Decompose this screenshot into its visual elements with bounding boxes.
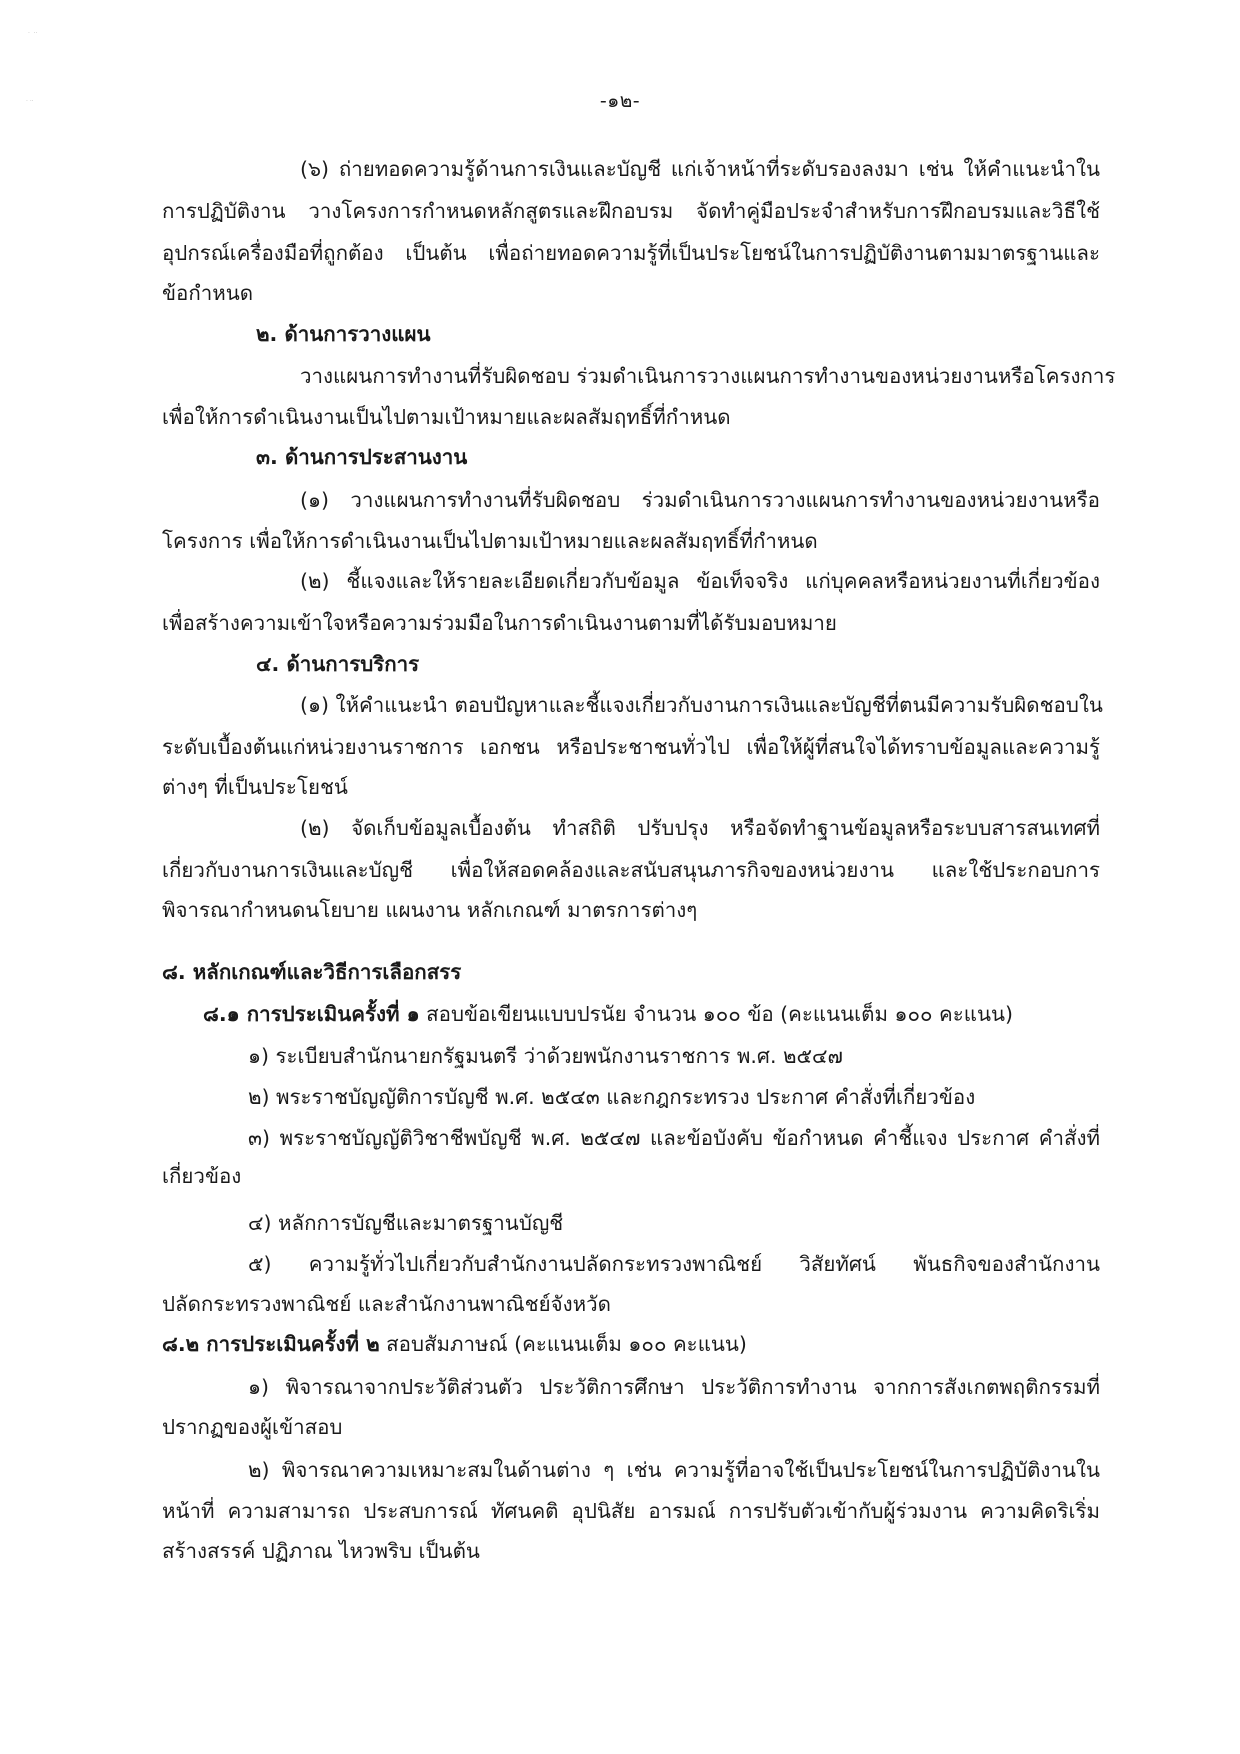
paragraph-line: ต่างๆ ที่เป็นประโยชน์ (162, 775, 348, 799)
list-item: ๑) พิจารณาจากประวัติส่วนตัว ประวัติการศึกษา ประวัติการทำงาน จากการสังเกตพฤติกรรมที่ (248, 1375, 1100, 1399)
list-item: ๔) หลักการบัญชีและมาตรฐานบัญชี (248, 1211, 564, 1235)
paragraph-line: พิจารณากำหนดนโยบาย แผนงาน หลักเกณฑ์ มาตรการต่างๆ (162, 898, 698, 922)
section-heading-planning: ๒. ด้านการวางแผน (256, 322, 431, 346)
list-item-continuation: สร้างสรรค์ ปฏิภาณ ไหวพริบ เป็นต้น (162, 1539, 480, 1563)
paragraph-line: อุปกรณ์เครื่องมือที่ถูกต้อง เป็นต้น เพื่อถ่ายทอดความรู้ที่เป็นประโยชน์ในการปฏิบัติงานตามมาตรฐานและ (162, 241, 1100, 265)
section-heading-service: ๔. ด้านการบริการ (256, 652, 420, 676)
assessment-2-label: ๘.๒ การประเมินครั้งที่ ๒ (162, 1332, 380, 1356)
list-item: ๑) ระเบียบสำนักนายกรัฐมนตรี ว่าด้วยพนักงานราชการ พ.ศ. ๒๕๔๗ (248, 1044, 843, 1068)
list-item-continuation: ปรากฏของผู้เข้าสอบ (162, 1415, 343, 1439)
paragraph-line: การปฏิบัติงาน วางโครงการกำหนดหลักสูตรและฝึกอบรม จัดทำคู่มือประจำสำหรับการฝึกอบรมและวิธีใช้ (162, 199, 1100, 223)
paragraph-line: (๒) จัดเก็บข้อมูลเบื้องต้น ทำสถิติ ปรับปรุง หรือจัดทำฐานข้อมูลหรือระบบสารสนเทศที่ (300, 816, 1100, 840)
paragraph-line: โครงการ เพื่อให้การดำเนินงานเป็นไปตามเป้าหมายและผลสัมฤทธิ์ที่กำหนด (162, 529, 818, 553)
list-item-continuation: หน้าที่ ความสามารถ ประสบการณ์ ทัศนคติ อุปนิสัย อารมณ์ การปรับตัวเข้ากับผู้ร่วมงาน ความคิดริเริ่ม (162, 1499, 1100, 1523)
paragraph-line: (๑) วางแผนการทำงานที่รับผิดชอบ ร่วมดำเนินการวางแผนการทำงานของหน่วยงานหรือ (300, 488, 1100, 512)
assessment-1-text: สอบข้อเขียนแบบปรนัย จำนวน ๑๐๐ ข้อ (คะแนนเต็ม ๑๐๐ คะแนน) (419, 1002, 1013, 1026)
paragraph-line: (๖) ถ่ายทอดความรู้ด้านการเงินและบัญชี แก่เจ้าหน้าที่ระดับรองลงมา เช่น ให้คำแนะนำใน (300, 157, 1100, 181)
sub-heading-assessment-1 (203, 1000, 1100, 1028)
paragraph-line: เพื่อสร้างความเข้าใจหรือความร่วมมือในการดำเนินงานตามที่ได้รับมอบหมาย (162, 611, 837, 635)
scan-artifact: · ·· (26, 98, 34, 105)
paragraph-line: ระดับเบื้องต้นแก่หน่วยงานราชการ เอกชน หรือประชาชนทั่วไป เพื่อให้ผู้ที่สนใจได้ทราบข้อมูลและความรู้ (162, 735, 1100, 759)
paragraph-line: (๑) ให้คำแนะนำ ตอบปัญหาและชี้แจงเกี่ยวกับงานการเงินและบัญชีที่ตนมีความรับผิดชอบใน (300, 693, 1103, 717)
page-number: -๑๒- (599, 90, 641, 112)
section-heading-coordination: ๓. ด้านการประสานงาน (256, 445, 468, 469)
list-item-continuation: ปลัดกระทรวงพาณิชย์ และสำนักงานพาณิชย์จังหวัด (162, 1292, 611, 1316)
assessment-2-text: สอบสัมภาษณ์ (คะแนนเต็ม ๑๐๐ คะแนน) (379, 1332, 747, 1356)
assessment-1-label: ๘.๑ การประเมินครั้งที่ ๑ (203, 1002, 420, 1026)
list-item: ๓) พระราชบัญญัติวิชาชีพบัญชี พ.ศ. ๒๕๔๗ และข้อบังคับ ข้อกำหนด คำชี้แจง ประกาศ คำสั่งที่ (248, 1126, 1100, 1150)
paragraph-line: เกี่ยวกับงานการเงินและบัญชี เพื่อให้สอดคล้องและสนับสนุนภารกิจของหน่วยงาน และใช้ประกอบการ (162, 858, 1100, 882)
paragraph-line: (๒) ชี้แจงและให้รายละเอียดเกี่ยวกับข้อมูล ข้อเท็จจริง แก่บุคคลหรือหน่วยงานที่เกี่ยวข้อง (300, 569, 1100, 593)
section-heading-selection-criteria: ๘. หลักเกณฑ์และวิธีการเลือกสรร (162, 960, 462, 984)
paragraph-line: ข้อกำหนด (162, 281, 254, 305)
scan-artifact: · ·· (28, 30, 38, 37)
list-item-continuation: เกี่ยวข้อง (162, 1164, 242, 1188)
sub-heading-assessment-2 (162, 1330, 1100, 1358)
list-item: ๕) ความรู้ทั่วไปเกี่ยวกับสำนักงานปลัดกระทรวงพาณิชย์ วิสัยทัศน์ พันธกิจของสำนักงาน (248, 1252, 1100, 1276)
list-item: ๒) พิจารณาความเหมาะสมในด้านต่าง ๆ เช่น ความรู้ที่อาจใช้เป็นประโยชน์ในการปฏิบัติงานใน (248, 1458, 1100, 1482)
list-item: ๒) พระราชบัญญัติการบัญชี พ.ศ. ๒๕๔๓ และกฎกระทรวง ประกาศ คำสั่งที่เกี่ยวข้อง (248, 1085, 976, 1109)
paragraph-line: วางแผนการทำงานที่รับผิดชอบ ร่วมดำเนินการวางแผนการทำงานของหน่วยงานหรือโครงการ (300, 364, 1116, 388)
paragraph-line: เพื่อให้การดำเนินงานเป็นไปตามเป้าหมายและผลสัมฤทธิ์ที่กำหนด (162, 405, 731, 429)
